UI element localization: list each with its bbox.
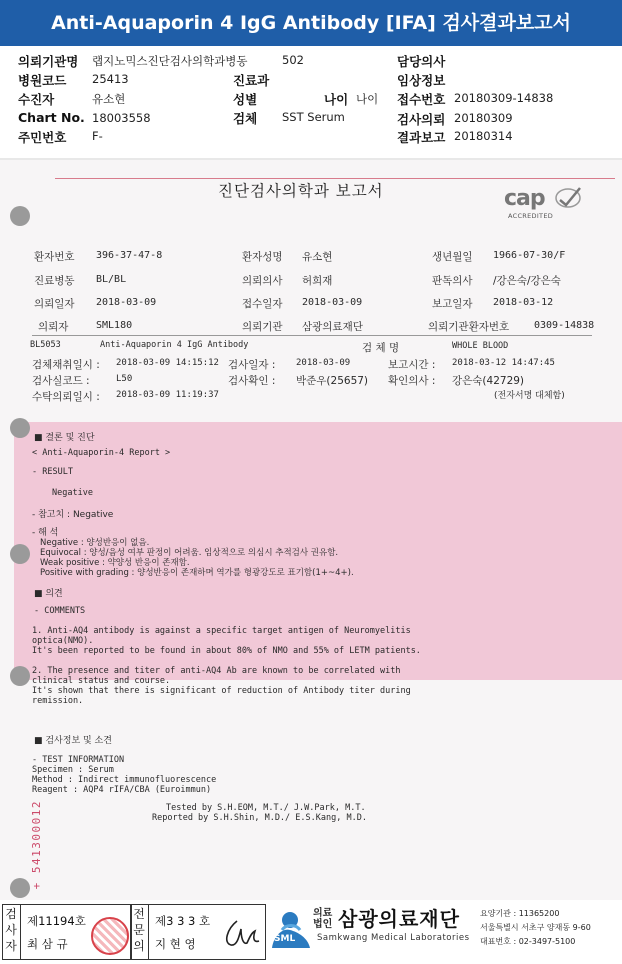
test-info-line: - TEST INFORMATION [32,755,125,765]
org-english: Samkwang Medical Laboratories [317,933,470,943]
test-info-line: Reagent : AQP4 rIFA/CBA (Euroimmun) [32,785,212,795]
collect-value: 2018-03-09 14:15:12 [116,358,219,368]
barcode-number: + 541300012 [30,800,43,890]
report-title: Anti-Aquaporin 4 IgG Antibody [IFA] 검사결과보고서 [0,0,622,46]
inspector-license: 제11194호 [27,914,86,928]
specimen-label: 검체 [233,111,258,126]
comment-line: remission. [32,696,84,706]
req-org-value: 삼광의료재단 [302,321,363,333]
patient-info-panel [0,46,622,158]
reported-by: Reported by S.H.Shin, M.D./ E.S.Kang, M.D. [152,813,367,823]
receive-time-label: 수탁의뢰일시 : [32,391,100,403]
check-label: 검사확인 : [228,375,276,387]
birth-label: 생년월일 [432,251,473,263]
comment-line: clinical status and course. [32,676,171,686]
seal-stamp [91,917,129,955]
lab-code-value: L50 [116,374,133,384]
punch-hole [10,206,30,226]
divider [148,905,149,959]
check-value: 박준우(25657) [296,375,369,387]
patient-value: 유소현 [92,92,126,106]
org-patient-no-label: 의뢰기관환자번호 [428,321,510,333]
age-value: 나이 [356,92,379,106]
doctor-label: 담당의사 [397,54,446,69]
hospital-code-label: 병원코드 [18,73,67,88]
esign-note: (전자서명 대체함) [494,391,565,401]
specialist-box [130,904,266,960]
result-value: Negative [52,488,93,498]
dept-label: 진료과 [233,73,270,88]
confirm-label: 확인의사 : [388,375,436,387]
divider [20,905,21,959]
collect-label: 검체채취일시 : [32,359,100,371]
org-prefix-1: 의료 [313,908,333,919]
cap-wordmark: cap [504,186,545,211]
chart-label: Chart No. [18,110,85,125]
reader-value: /강은숙/강은숙 [493,275,561,287]
org-patient-no-value: 0309-14838 [534,320,595,331]
test-name: Anti-Aquaporin 4 IgG Antibody [100,340,249,350]
inspector-vertical-2: 사 [5,923,17,937]
report-heading: < Anti-Aquaporin-4 Report > [32,448,171,458]
sml-label: SML [274,934,296,944]
comment-line: 1. Anti-AQ4 antibody is against a specific target antigen of Neuromyelitis [32,626,411,636]
patient-no-value: 396-37-47-8 [96,250,163,261]
interp-line: Weak positive : 약양성 반응이 존재함. [40,558,190,568]
req-date-label: 의뢰일자 [34,298,75,310]
rcv-date-label: 접수일자 [242,298,283,310]
test-code: BL5053 [30,340,61,350]
signature [219,915,261,951]
request-value: 20180309 [454,111,513,125]
clinical-label: 임상정보 [397,73,446,88]
punch-hole [10,666,30,686]
requester-value: 랩지노믹스진단검사의학과병동 [92,54,248,68]
specimen-value: SST Serum [282,110,345,124]
rpt-date-value: 2018-03-12 [493,297,554,308]
comments-label: - COMMENTS [34,606,86,616]
footer [0,900,622,964]
org-name: 삼광의료재단 [338,907,460,931]
specialist-license: 제3 3 3 호 [155,914,211,928]
interp-line: Equivocal : 양성/음성 여부 판정이 어려움. 임상적으로 의심시 추적검사 권유함. [40,548,339,558]
age-label: 나이 [324,92,349,107]
requester-label: 의뢰자 [38,321,69,333]
comment-line: It's shown that there is significant of reduction of Antibody titer during [32,686,411,696]
req-doctor-value: 허희재 [302,275,333,287]
interp-line: Positive with grading : 양성반응이 존재하며 역가를 형광강도로 표기함(1+~4+). [40,568,354,578]
lab-code-label: 검사실코드 : [32,375,90,387]
inspector-vertical-3: 자 [5,939,17,953]
receipt-value: 20180309-14838 [454,91,554,105]
req-org-label: 의뢰기관 [242,321,283,333]
specialist-vertical-1: 전 [133,907,145,921]
report-date-label: 결과보고 [397,130,446,145]
inspector-name: 최 삼 규 [27,937,68,951]
section-opinion: ■ 의견 [34,589,63,599]
org-address: 서울특별시 서초구 양재동 9-60 [480,923,591,932]
test-date-label: 검사일자 : [228,359,276,371]
birth-value: 1966-07-30/F [493,250,566,261]
hospital-code-value: 25413 [92,72,129,86]
sml-logo-icon [268,908,312,952]
rpt-date-label: 보고일자 [432,298,473,310]
inspector-box [2,904,132,960]
ward-value: 502 [282,53,304,67]
request-label: 검사의뢰 [397,112,446,127]
inspector-vertical-1: 검 [5,907,17,921]
patient-no-label: 환자번호 [34,251,75,263]
section-test-info: ■ 검사정보 및 소견 [34,736,112,746]
report-date-value: 20180314 [454,129,513,143]
patient-name-label: 환자성명 [242,251,283,263]
scanned-report [0,160,622,900]
reference-line: - 참고치 : Negative [32,510,114,520]
req-doctor-label: 의뢰의사 [242,275,283,287]
org-prefix-2: 법인 [313,919,333,930]
result-label: - RESULT [32,467,73,477]
specimen-label: 검 체 명 [362,342,400,354]
report-time-value: 2018-03-12 14:47:45 [452,358,555,368]
rrn-value: F- [92,129,103,143]
rcv-date-value: 2018-03-09 [302,297,363,308]
tested-by: Tested by S.H.EOM, M.T./ J.W.Park, M.T. [166,803,366,813]
chart-value: 18003558 [92,111,151,125]
patient-name-value: 유소현 [302,251,333,263]
patient-label: 수진자 [18,92,55,107]
specialist-vertical-3: 의 [133,939,145,953]
punch-hole [10,878,30,898]
comment-line: It's been reported to be found in about 80% of NMO and 55% of LETM patients. [32,646,421,656]
ward-label: 진료병동 [34,275,75,287]
specialist-vertical-2: 문 [133,923,145,937]
interpretation-label: - 해 석 [32,528,59,538]
comment-line: optica(NMO). [32,636,94,646]
requester-value: SML180 [96,320,133,331]
req-date-value: 2018-03-09 [96,297,157,308]
receive-time-value: 2018-03-09 11:19:37 [116,390,219,400]
confirm-value: 강은숙(42729) [452,375,525,387]
sex-label: 성별 [233,92,258,107]
test-date-value: 2018-03-09 [296,358,351,368]
cap-accredited: ACCREDITED [508,212,554,220]
report-time-label: 보고시간 : [388,359,436,371]
org-prefix [313,908,332,930]
org-code: 요양기관 : 11365200 [480,909,560,918]
specialist-name: 지 현 영 [155,937,196,951]
specimen-value: WHOLE BLOOD [452,341,509,351]
test-info-line: Method : Indirect immunofluorescence [32,775,217,785]
comment-line: 2. The presence and titer of anti-AQ4 Ab are known to be correlated with [32,666,401,676]
requester-label: 의뢰기관명 [18,54,79,69]
org-tel: 대표번호 : 02-3497-5100 [480,937,576,946]
divider [32,335,592,336]
section-conclusion: ■ 결론 및 진단 [34,433,95,443]
reader-label: 판독의사 [432,275,473,287]
receipt-label: 접수번호 [397,92,446,107]
punch-hole [10,544,30,564]
rrn-label: 주민번호 [18,130,67,145]
scan-title: 진단검사의학과 보고서 [218,182,384,200]
cap-logo [500,182,600,222]
ward-value: BL/BL [96,274,127,285]
punch-hole [10,418,30,438]
interp-line: Negative : 양성반응이 없음. [40,538,150,548]
test-info-line: Specimen : Serum [32,765,114,775]
